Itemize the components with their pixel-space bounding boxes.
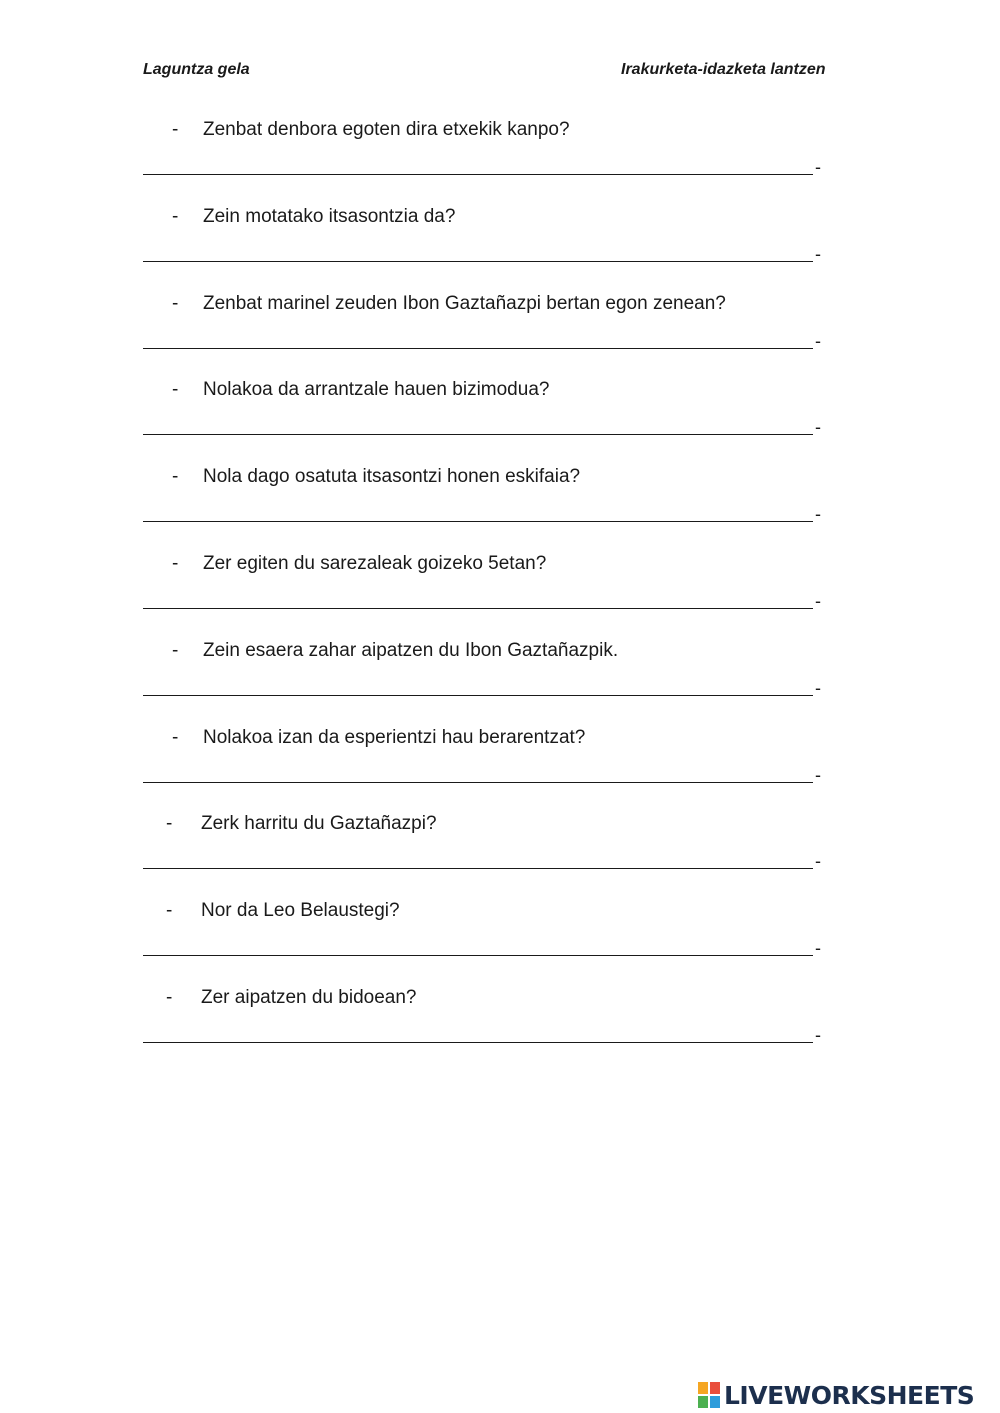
question-item (0, 813, 1000, 900)
question-text: Nolakoa da arrantzale hauen bizimodua? (203, 379, 550, 401)
question-item (0, 900, 1000, 987)
question-item (0, 640, 1000, 727)
question-text: Zerk harritu du Gaztañazpi? (201, 813, 437, 835)
answer-line-end-dash: - (815, 330, 821, 351)
question-dash: - (172, 726, 179, 748)
answer-line-end-dash: - (815, 591, 821, 611)
liveworksheets-logo (698, 1378, 974, 1412)
question-item (0, 379, 1000, 466)
question-text: Zenbat marinel zeuden Ibon Gaztañazpi bertan egon zenean? (203, 292, 726, 314)
header-right-title: Irakurketa-idazketa lantzen (621, 61, 826, 78)
question-item (0, 727, 1000, 814)
question-item (0, 293, 1000, 380)
answer-line-end-dash: - (815, 157, 821, 177)
answer-line-end-dash: - (815, 417, 821, 438)
answer-line-end-dash: - (815, 677, 821, 698)
question-text: Zein esaera zahar aipatzen du Ibon Gaztañazpik. (203, 639, 619, 661)
question-text: Zer aipatzen du bidoean? (201, 987, 417, 1008)
answer-line-end-dash: - (815, 851, 821, 872)
question-text: Nola dago osatuta itsasontzi honen eskifaia? (203, 466, 581, 488)
question-text: Zein motatako itsasontzia da? (203, 205, 456, 227)
question-dash: - (172, 119, 179, 140)
question-dash: - (172, 205, 179, 227)
answer-line[interactable] (143, 521, 813, 522)
question-dash: - (172, 466, 179, 488)
answer-line-end-dash: - (815, 1025, 821, 1045)
liveworksheets-logo-icon (698, 1382, 720, 1408)
answer-line[interactable] (143, 261, 813, 262)
question-dash: - (166, 813, 173, 835)
question-text: Nolakoa izan da esperientzi hau berarentzat? (203, 726, 586, 748)
question-item (0, 987, 1000, 1074)
answer-line[interactable] (143, 608, 813, 609)
question-dash: - (172, 292, 179, 314)
answer-line[interactable] (143, 434, 813, 435)
question-dash: - (172, 553, 179, 574)
answer-line[interactable] (143, 1042, 813, 1043)
answer-line-end-dash: - (815, 243, 821, 264)
answer-line[interactable] (143, 868, 813, 869)
question-dash: - (166, 900, 173, 922)
question-dash: - (172, 639, 179, 661)
liveworksheets-brand: LIVEWORKSHEETS (724, 1380, 975, 1410)
question-text: Zer egiten du sarezaleak goizeko 5etan? (203, 553, 547, 574)
answer-line-end-dash: - (815, 764, 821, 785)
question-item (0, 119, 1000, 206)
question-text: Nor da Leo Belaustegi? (201, 900, 400, 922)
question-item (0, 553, 1000, 640)
answer-line[interactable] (143, 782, 813, 783)
question-item (0, 206, 1000, 293)
question-text: Zenbat denbora egoten dira etxekik kanpo? (203, 119, 570, 140)
answer-line[interactable] (143, 695, 813, 696)
question-dash: - (166, 987, 173, 1008)
answer-line[interactable] (143, 174, 813, 175)
answer-line[interactable] (143, 955, 813, 956)
answer-line-end-dash: - (815, 504, 821, 525)
answer-line-end-dash: - (815, 938, 821, 959)
question-item (0, 466, 1000, 553)
header-left-title: Laguntza gela (143, 61, 250, 78)
question-dash: - (172, 379, 179, 401)
answer-line[interactable] (143, 348, 813, 349)
